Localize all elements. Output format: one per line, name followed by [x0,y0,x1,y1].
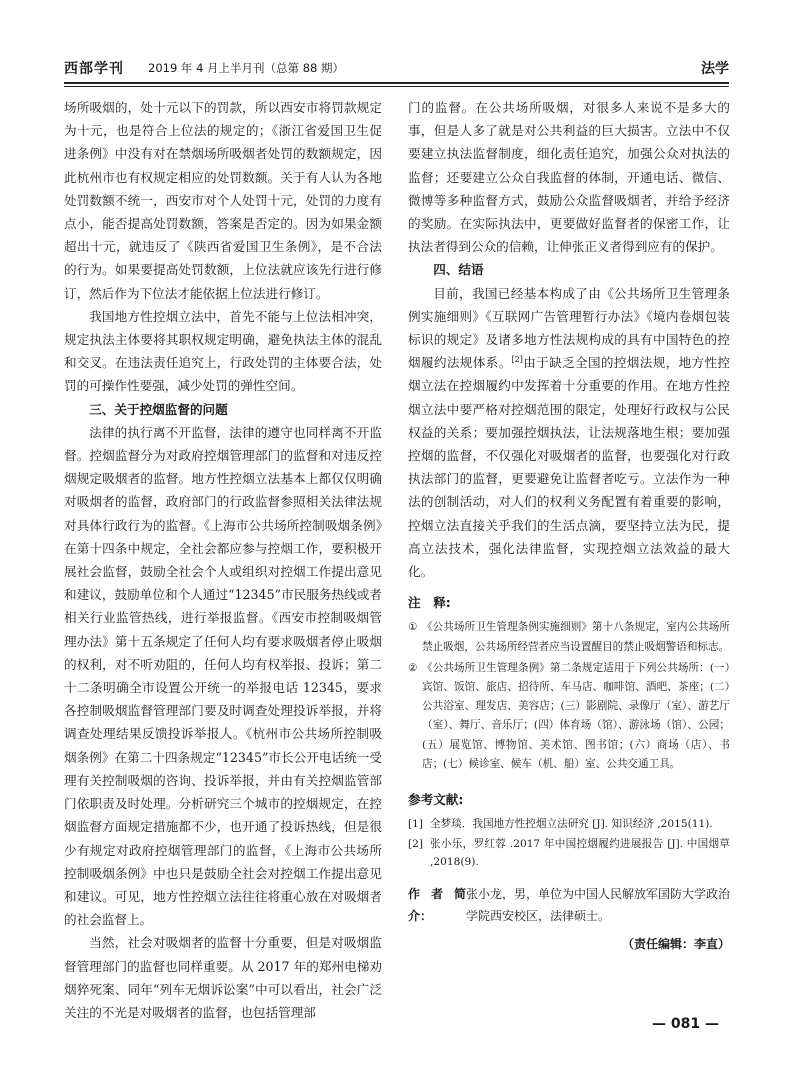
note-item [408,659,730,774]
reference-number: [2] [408,838,424,851]
reference-item [408,835,730,871]
conclusion-paragraph [408,282,730,584]
body-paragraph: 法律的执行离不开监督，法律的遵守也同样离不开监督。控烟监督分为对政府控烟管理部门的监督和对违反控烟规定吸烟者的监督。地方性控烟立法基本上都仅仅明确对吸烟者的监督，政府部门的行政监督参照相关法律法规对具体行政行为的监督。《上海市公共场所控制吸烟条例》在第十四条中规定，全社会都应参与控烟工作，要积极开展社会监督，鼓励全社会个人或组织对控烟工作提出意见和建议，鼓励单位和个人通过“12345”市民服务热线或者相关行业监管热线，进行举报监督。《西安市控制吸烟管理办法》第十五条规定了任何人均有要求吸烟者停止吸烟的权利，对不听劝阻的，任何人均有权举报、投诉；第二十二条明确全市设置公开统一的举报电话 12345，要求各控制吸烟监督管理部门要及时调查处理投诉举报，并将调查处理结果反馈投诉举报人。《杭州市公共场所控制吸烟条例》在第二十四条规定“12345”市长公开电话统一受理有关控制吸烟的咨询、投诉举报，并由有关控烟监管部门依职责及时处理。分析研究三个城市的控烟规定，在控烟监督方面规定措施都不少，也开通了投诉热线，但是很少有规定对政府控烟管理部门的监督，《上海市公共场所控制吸烟条例》中也只是鼓励全社会对控烟工作提出意见和建议。可见，地方性控烟立法往往将重心放在对吸烟者的社会监督上。 [64,424,382,928]
references-list [408,815,730,871]
note-text: 《公共场所卫生管理条例》第二条规定适用于下列公共场所：(一）宾馆、饭馆、旅店、招待所、车马店、咖啡馆、酒吧、茶座；(二）公共浴室、理发店、美容店；(三）影剧院、录像厅（室）、游艺厅（室）、舞厅、音乐厅；(四）体育场（馆）、游泳场（馆）、公园；(五）展览馆、博物馆、美术馆、图书馆；(六）商场（店）、书店；(七）候诊室、候车（机、船）室、公共交通工具。 [422,661,730,770]
notes-list [408,618,730,774]
header-rule-thick [64,82,729,84]
journal-name: 西部学刊 [64,61,124,77]
note-number: ① [408,621,418,634]
section-heading: 四、结语 [433,262,484,278]
section-heading: 三、关于控烟监督的问题 [89,401,228,417]
body-paragraph: 我国地方性控烟立法中，首先不能与上位法相冲突，规定执法主体要将其职权规定明确，避免执法主体的混乱和交叉。在违法责任追究上，行政处罚的主体要合法，处罚的可操作性要强，减少处罚的弹性空间。 [64,308,382,394]
reference-text: 张小乐，罗红蓉 .2017 年中国控烟履约进展报告 [J]. 中国烟草 ,2018(9). [430,838,730,869]
body-paragraph: 场所吸烟的，处十元以下的罚款，所以西安市将罚款规定为十元，也是符合上位法的规定的；《浙江省爱国卫生促进条例》中没有对在禁烟场所吸烟者处罚的数额规定，因此杭州市也有权规定相应的处罚数额。关于有人认为各地处罚数额不统一，西安市对个人处罚十元，处罚的力度有点小，能否提高处罚数额，答案是否定的。因为如果金额超出十元，就违反了《陕西省爱国卫生条例》，是不合法的行为。如果要提高处罚数额，上位法就应该先行进行修订，然后作为下位法才能依据上位法进行修订。 [64,100,382,301]
notes-heading: 注 释: [408,595,451,611]
reference-text: 全梦琰．我国地方性控烟立法研究 [J]. 知识经济 ,2015(11). [430,818,713,831]
reference-item [408,815,730,833]
section-label: 法学 [701,61,729,77]
conclusion-text-1: 目前，我国已经基本构成了由《公共场所卫生管理条例实施细则》《互联网广告管理暂行办法》《境内卷烟包装标识的规定》及诸多地方性法规构成的具有中国特色的控烟履约法规体系。 [408,285,730,371]
responsible-editor: （责任编辑：李直） [621,937,730,952]
issue-info: 2019 年 4 月上半月刊（总第 88 期） [148,61,344,75]
body-paragraph: 门的监督。在公共场所吸烟，对很多人来说不是多大的事，但是人多了就是对公共利益的巨大损害。立法中不仅要建立执法监督制度，细化责任追究，加强公众对执法的监督；还要建立公众自我监督的体制，开通电话、微信、微博等多种监督方式，鼓励公众监督吸烟者，并给予经济的奖励。在实际执法中，更要做好监督者的保密工作，让执法者得到公众的信赖，让伸张正义者得到应有的保护。 [408,100,730,255]
conclusion-text-2: 由于缺乏全国的控烟法规，地方性控烟立法在控烟履约中发挥着十分重要的作用。在地方性控烟立法中要严格对控烟范围的限定，处理好行政权与公民权益的关系；要加强控烟执法，让法规落地生根；要加强控烟的监督，不仅强化对吸烟者的监督，也要强化对行政执法部门的监督，更要避免让监督者吃亏。立法作为一种法的创制活动，对人们的权利义务配置有着重要的影响，控烟立法直接关乎我们的生活点滴，要坚持立法为民，提高立法技术，强化法律监督，实现控烟立法效益的最大化。 [408,355,731,580]
author-bio [408,883,730,927]
reference-number: [1] [408,818,424,831]
header-rule-thin [64,86,729,87]
author-bio-text: 张小龙，男，单位为中国人民解放军国防大学政治学院西安校区，法律硕士。 [466,887,731,924]
right-column [408,96,730,957]
note-text: 《公共场所卫生管理条例实施细则》第十八条规定，室内公共场所禁止吸烟，公共场所经营者应当设置醒目的禁止吸烟警语和标志。 [422,621,730,653]
note-item [408,618,730,656]
author-bio-label: 作者简介： [408,887,466,924]
citation-marker: [2] [511,355,523,365]
references-heading: 参考文献: [408,792,464,808]
body-paragraph: 当然，社会对吸烟者的监督十分重要，但是对吸烟监督管理部门的监督也同样重要。从 2017 年的郑州电梯劝烟猝死案、同年“列车无烟诉讼案”中可以看出，社会广泛关注的不光是对吸烟者的监督，也包括管理部 [64,935,382,1020]
page-number: — 081 — [652,1016,719,1032]
page-header [64,56,729,82]
left-column [64,96,382,1024]
note-number: ② [408,661,418,674]
